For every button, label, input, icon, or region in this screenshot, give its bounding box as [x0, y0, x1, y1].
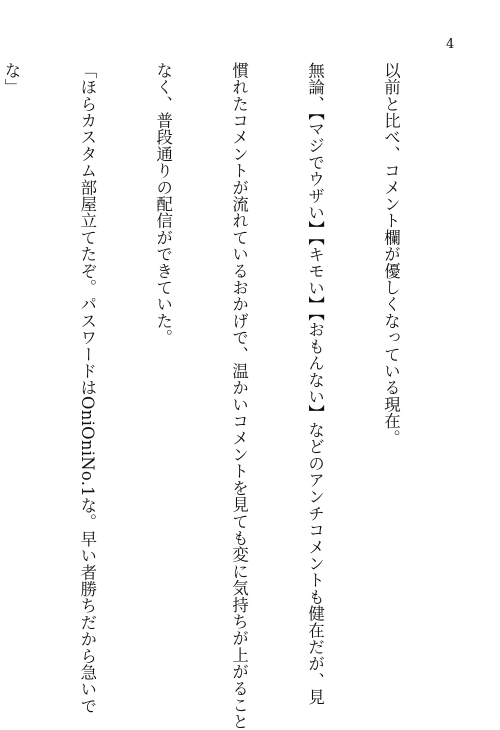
- page-number: 4: [446, 37, 455, 52]
- vertical-text-body: [0, 62, 454, 730]
- text-line: 以前と比べ、コメント欄が優しくなっている現在。: [381, 62, 401, 447]
- text-line: 慣れたコメントが流れているおかげで、温かいコメントを見ても変に気持ちが上がること: [229, 62, 249, 730]
- text-line: なく、普段通りの配信ができていた。: [153, 62, 173, 346]
- text-line: 「ほらカスタム部屋立てたぞ。パスワードはOniOniNo.1な。早い者勝ちだから急いで: [77, 62, 97, 715]
- text-line: な」: [1, 62, 21, 96]
- text-line: 無論、【マジでウザい】【キモい】【おもんない】などのアンチコメントも健在だが、見: [305, 62, 325, 706]
